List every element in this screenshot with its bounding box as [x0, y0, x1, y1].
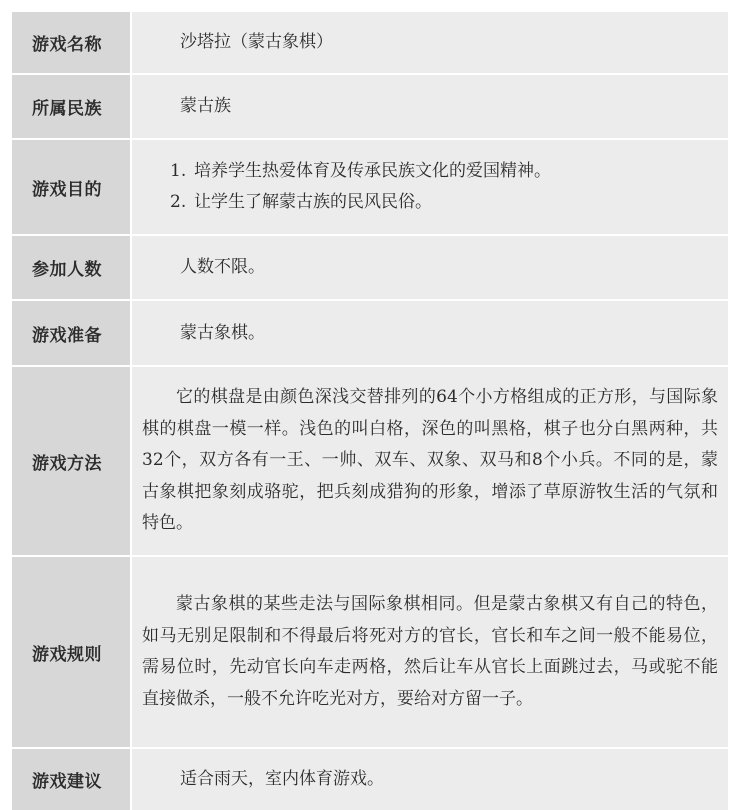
row-label: 参加人数 [12, 236, 132, 299]
row-rules [12, 557, 728, 749]
row-ethnic-group [12, 75, 728, 140]
row-suggestion [12, 749, 728, 810]
list-item [170, 156, 716, 187]
row-label: 游戏建议 [12, 749, 132, 810]
row-game-purpose [12, 140, 728, 236]
method-paragraph: 它的棋盘是由颜色深浅交替排列的64个小方格组成的正方形，与国际象棋的棋盘一模一样。浅色的叫白格，深色的叫黑格，棋子也分白黑两种，共32个，双方各有一王、一帅、双车、双象、双马和8个小兵。不同的是，蒙古象棋把象刻成骆驼，把兵刻成猎狗的形象，增添了草原游牧生活的气氛和特色。 [142, 387, 718, 534]
list-item [170, 187, 716, 218]
rules-paragraph: 蒙古象棋的某些走法与国际象棋相同。但是蒙古象棋又有自己的特色，如马无别足限制和不得最后将死对方的官长，官长和车之间一般不能易位，需易位时，先动官长向车走两格，然后让车从官长上面跳过去，马或驼不能直接做杀，一般不允许吃光对方，要给对方留一子。 [142, 594, 718, 709]
game-info-table [12, 12, 728, 810]
purpose-list [132, 140, 728, 234]
row-method [12, 367, 728, 557]
row-label: 游戏方法 [12, 367, 132, 555]
row-value: 蒙古象棋。 [132, 301, 728, 365]
list-number: 2. [170, 192, 187, 212]
row-value: 蒙古族 [132, 75, 728, 138]
row-participants [12, 236, 728, 301]
list-number: 1. [170, 161, 187, 181]
row-label: 游戏名称 [12, 12, 132, 73]
row-value: 沙塔拉（蒙古象棋） [132, 12, 728, 73]
row-value: 适合雨天，室内体育游戏。 [132, 749, 728, 810]
list-text: 让学生了解蒙古族的民风民俗。 [194, 192, 432, 212]
row-game-name [12, 12, 728, 75]
row-label: 游戏目的 [12, 140, 132, 234]
row-label: 游戏准备 [12, 301, 132, 365]
list-text: 培养学生热爱体育及传承民族文化的爱国精神。 [194, 161, 551, 181]
row-label: 游戏规则 [12, 557, 132, 747]
row-label: 所属民族 [12, 75, 132, 138]
row-value: 人数不限。 [132, 236, 728, 299]
row-preparation [12, 301, 728, 367]
